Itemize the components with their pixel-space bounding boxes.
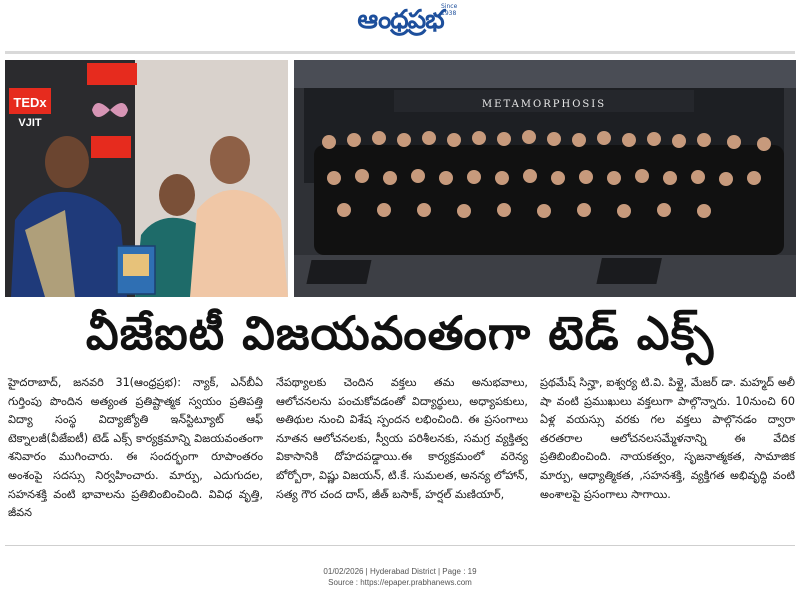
newspaper-logo	[333, 3, 468, 43]
stage-banner-text: METAMORPHOSIS	[481, 99, 607, 110]
article-headline: వీజేఐటీ విజయవంతంగా టెడ్ ఎక్స్	[85, 306, 715, 360]
page-info: 01/02/2026 | Hyderabad District | Page : 19	[323, 567, 477, 576]
article-text: ప్రథమేష్ సిన్హా, ఐశ్వర్య టి.వి. పిళ్లై, మేజర్ డా. మహ్మద్ అలీ షా వంటి ప్రముఖులు వక్తలుగా పాల్గొన్నారు. 10నుంచి 60 ఏళ్ల వయస్సు వరకు గల వక్తలు పాల్గొనడం ద్వారా తరతరాల ఆలోచనలసమ్మేళనాన్ని ఈ వేదిక ప్రతిబింబించింది. నాయకత్వం, సృజనాత్మకత, సామాజిక మార్పు, ఆధ్యాత్మికత, ,సహనశక్తి, వ్యక్తిగత అభివృద్ధి వంటి అంశాలపై ప్రసంగాలు సాగాయి.	[540, 376, 795, 501]
logo-tagline: Since 1938	[441, 3, 458, 17]
event-photo-group	[294, 60, 796, 297]
article-column-3	[540, 374, 795, 504]
tedx-sign-text: TEDx	[13, 95, 47, 110]
masthead-divider	[5, 51, 795, 54]
article-column-2	[276, 374, 528, 504]
article-text: హైదరాబాద్, జనవరి 31(ఆంధ్రప్రభ): న్యాక్, ఎన్‌బీఏ గుర్తింపు పొందిన అత్యంత ప్రతిష్టాత్మక స్వయం ప్రతిపత్తి విద్యా సంస్థ విద్యాజ్యోతి ఇన్‌స్టిట్యూట్ ఆఫ్ టెక్నాలజీ(వీజేఐటీ) టెడ్ ఎక్స్ కార్యక్రమాన్ని విజయవంతంగా శనివారం ముగించారు. ఈ సందర్భంగా రూపాంతరం అంశంపై సదస్సు నిర్వహించారు. మార్పు, ఎదుగుదల, సహనశక్తి వంటి భావాలను ప్రతిబింబించింది. వివిధ వృత్తి, జీవన	[8, 376, 263, 520]
article-column-1	[8, 374, 263, 523]
vjit-sign-text: VJIT	[18, 117, 42, 129]
masthead	[0, 0, 800, 52]
source-link[interactable]: Source : https://epaper.prabhanews.com	[328, 578, 472, 587]
event-photo-book-presentation	[5, 60, 288, 297]
article-bottom-divider	[5, 545, 795, 546]
article-text: నేపథ్యాలకు చెందిన వక్తలు తమ అనుభవాలు, ఆలోచనలను పంచుకోవడంతో విద్యార్థులు, అధ్యాపకులు, అతిథుల నుంచి విశేష స్పందన లభించింది. ఈ ప్రసంగాలు నూతన ఆలోచనలకు, స్వీయ పరిశీలనకు, సమగ్ర వ్యక్తిత్వ వికాసానికి దోహదపడ్డాయి.ఈ కార్యక్రమంలో వరెన్య బోర్బోరా, విష్ణు విజయన్, టి.కే. సుమలత, అనన్య లోహాన్, సత్య గౌర చంద దాస్, జీత్ బసాక్, హర్షల్ మణియార్,	[276, 376, 528, 501]
logo-text: ఆంధ్రప్రభ	[357, 5, 444, 35]
